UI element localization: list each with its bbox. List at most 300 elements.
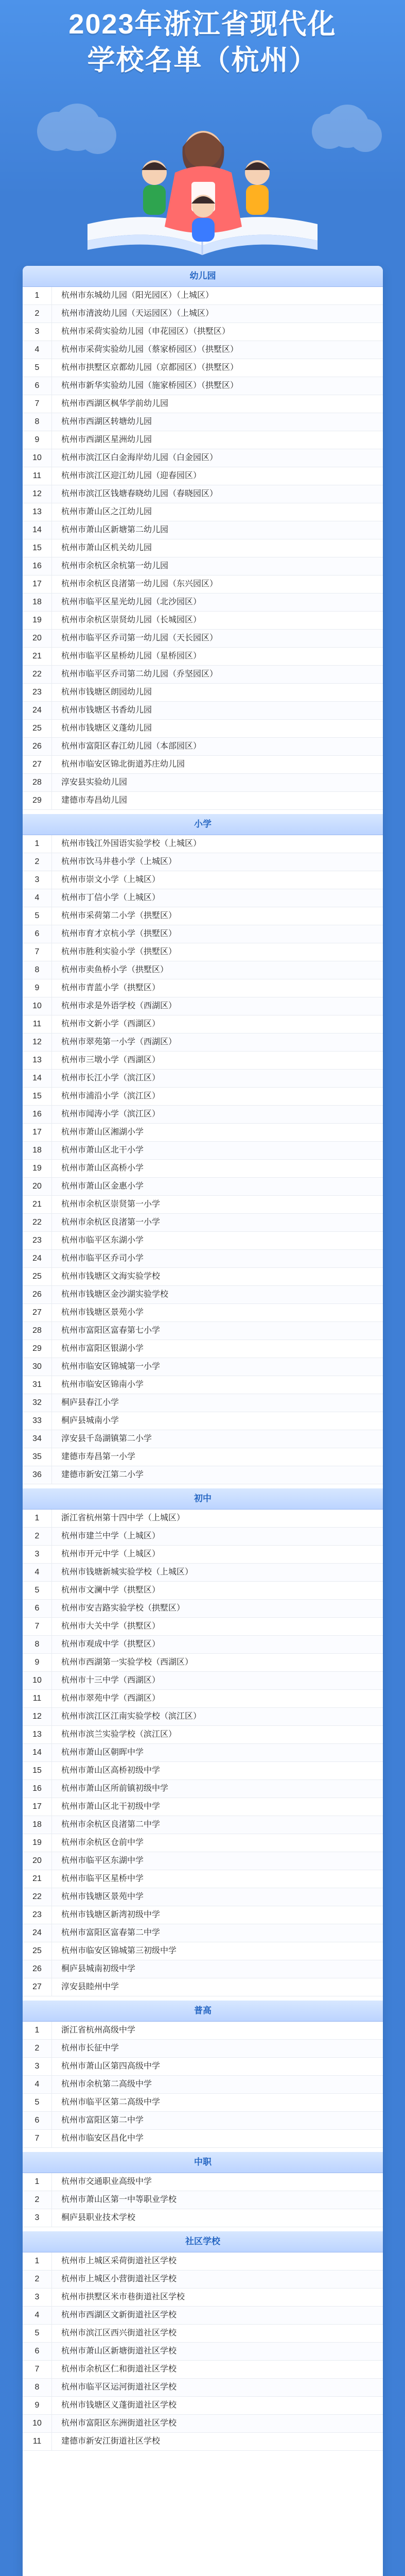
school-name: 杭州市滨兰实验学校（滨江区） [61,1730,177,1739]
row-number: 3 [23,2058,52,2075]
row-number: 14 [23,521,52,539]
row-number: 24 [23,1250,52,1267]
row-number: 5 [23,1582,52,1599]
school-name: 杭州市西湖区转塘幼儿园 [61,417,152,426]
row-number: 3 [23,2289,52,2306]
school-name: 杭州市求是外语学校（西湖区） [61,1002,177,1010]
row-number: 30 [23,1358,52,1376]
row-number: 34 [23,1430,52,1448]
school-row [23,1015,383,1033]
row-number: 6 [23,377,52,395]
school-row [23,1466,383,1484]
school-name: 杭州市萧山区北干小学 [61,1146,144,1155]
school-name: 杭州市崇文小学（上城区） [61,875,161,884]
school-name: 建德市寿昌第一小学 [61,1452,136,1461]
row-number: 33 [23,1412,52,1430]
row-number: 2 [23,2270,52,2288]
school-row [23,1654,383,1672]
row-number: 10 [23,997,52,1015]
school-name: 杭州市钱塘区朗园幼儿园 [61,688,152,697]
school-name: 杭州市富阳区富春第七小学 [61,1326,161,1335]
school-row [23,2433,383,2451]
school-name: 杭州市萧山区高桥初级中学 [61,1766,161,1775]
school-name: 杭州市西湖区文新街道社区学校 [61,2311,177,2319]
school-name: 杭州市萧山区新塘第二幼儿园 [61,526,169,534]
school-row [23,1528,383,1546]
section-header-middle: 初中 [23,1488,383,1510]
row-number: 23 [23,1906,52,1924]
row-number: 18 [23,594,52,611]
school-row [23,648,383,666]
row-number: 27 [23,1304,52,1321]
school-row [23,925,383,943]
row-number: 19 [23,1834,52,1852]
school-row [23,835,383,853]
row-number: 8 [23,413,52,431]
school-row [23,1106,383,1124]
school-row [23,1340,383,1358]
section-list-vocational [23,2173,383,2227]
row-number: 3 [23,871,52,889]
school-name: 杭州市富阳区银湖小学 [61,1344,144,1353]
row-number: 36 [23,1466,52,1484]
school-name: 杭州市浦沿小学（滨江区） [61,1092,161,1100]
row-number: 20 [23,1178,52,1195]
school-row [23,774,383,792]
row-number: 21 [23,648,52,665]
row-number: 25 [23,720,52,737]
row-number: 26 [23,1286,52,1303]
school-row [23,889,383,907]
school-row [23,853,383,871]
school-name: 杭州市卖鱼桥小学（拱墅区） [61,965,169,974]
student-right-icon [244,160,270,215]
row-number: 12 [23,485,52,503]
row-number: 10 [23,1672,52,1689]
school-name: 杭州市文澜中学（拱墅区） [61,1586,161,1595]
school-name: 杭州市钱塘新城实验学校（上城区） [61,1568,193,1577]
school-name: 杭州市钱塘区文海实验学校 [61,1272,161,1281]
school-name: 杭州市临平区第二高级中学 [61,2098,161,2107]
school-name: 杭州市长江小学（滨江区） [61,1074,161,1082]
school-row [23,2343,383,2361]
section-spacer [23,1484,383,1488]
school-row [23,979,383,997]
school-name: 杭州市余杭区良渚第一小学 [61,1218,161,1227]
row-number: 9 [23,979,52,997]
section-spacer [23,2227,383,2231]
school-row [23,1852,383,1870]
school-name: 杭州市临安区锦北街道苏庄幼儿园 [61,760,185,769]
school-row [23,2270,383,2289]
school-row [23,2040,383,2058]
row-number: 18 [23,1816,52,1834]
school-name: 杭州市临平区星光幼儿园（北沙园区） [61,598,202,606]
row-number: 2 [23,1528,52,1545]
row-number: 16 [23,1106,52,1123]
school-name: 杭州市东城幼儿园（阳光园区）（上城区） [61,291,214,300]
school-row [23,961,383,979]
school-row [23,2325,383,2343]
row-number: 5 [23,2094,52,2111]
school-name: 杭州市开元中学（上城区） [61,1550,161,1558]
school-name: 桐庐县城南初级中学 [61,1964,136,1973]
school-row [23,2415,383,2433]
school-name: 杭州市余杭第二高级中学 [61,2080,152,2089]
row-number: 9 [23,431,52,449]
row-number: 1 [23,287,52,304]
school-row [23,1960,383,1978]
school-row [23,575,383,594]
row-number: 1 [23,835,52,853]
row-number: 12 [23,1033,52,1051]
section-header-high: 普高 [23,2001,383,2022]
row-number: 11 [23,2433,52,2450]
school-name: 杭州市拱墅区米市巷街道社区学校 [61,2293,185,2301]
school-name: 杭州市采荷实验幼儿园（申花园区）（拱墅区） [61,327,231,336]
school-name: 杭州市富阳区春江幼儿园（本部园区） [61,742,202,751]
school-row [23,720,383,738]
row-number: 13 [23,1726,52,1743]
school-row [23,1178,383,1196]
school-row [23,1142,383,1160]
section-header-kindergarten: 幼儿园 [23,266,383,287]
school-name: 桐庐县职业技术学校 [61,2213,136,2222]
school-row [23,1250,383,1268]
school-name: 杭州市钱塘区义蓬幼儿园 [61,724,152,733]
page-title [0,6,405,78]
header-banner [0,0,405,278]
row-number: 17 [23,1798,52,1816]
row-number: 7 [23,2361,52,2378]
school-name: 杭州市丁信小学（上城区） [61,893,161,902]
school-row [23,1546,383,1564]
school-name: 杭州市临平区乔司小学 [61,1254,144,1263]
row-number: 28 [23,1322,52,1340]
school-name: 杭州市余杭区崇贤第一小学 [61,1200,161,1209]
section-spacer [23,1996,383,2001]
row-number: 12 [23,1708,52,1725]
row-number: 1 [23,1510,52,1527]
school-row [23,1564,383,1582]
row-number: 19 [23,612,52,629]
row-number: 26 [23,1960,52,1978]
school-row [23,305,383,323]
row-number: 29 [23,1340,52,1358]
row-number: 15 [23,1762,52,1780]
school-name: 浙江省杭州高级中学 [61,2026,136,2035]
school-row [23,612,383,630]
school-row [23,1052,383,1070]
school-row [23,1412,383,1430]
school-row [23,539,383,557]
row-number: 9 [23,1654,52,1671]
school-name: 杭州市安吉路实验学校（拱墅区） [61,1604,185,1613]
school-name: 杭州市萧山区金惠小学 [61,1182,144,1191]
school-name: 杭州市上城区小营街道社区学校 [61,2275,177,2283]
school-row [23,1762,383,1780]
row-number: 22 [23,666,52,683]
row-number: 22 [23,1888,52,1906]
school-name: 桐庐县城南小学 [61,1416,119,1425]
school-name: 杭州市上城区采荷街道社区学校 [61,2257,177,2265]
school-name: 杭州市萧山区高桥小学 [61,1164,144,1173]
school-row [23,1448,383,1466]
school-row [23,2252,383,2270]
school-row [23,907,383,925]
school-row [23,1124,383,1142]
school-row [23,997,383,1015]
row-number: 7 [23,395,52,413]
school-name: 杭州市采荷实验幼儿园（蔡家桥园区）（拱墅区） [61,345,239,354]
teacher-icon [165,131,242,233]
school-name: 杭州市西湖第一实验学校（西湖区） [61,1658,193,1667]
school-name: 杭州市钱塘区景苑小学 [61,1308,144,1317]
row-number: 3 [23,1546,52,1563]
row-number: 21 [23,1870,52,1888]
school-list-card [23,266,383,2576]
section-spacer [23,2148,383,2152]
school-name: 杭州市余杭区良渚第二中学 [61,1820,161,1829]
row-number: 6 [23,925,52,943]
row-number: 21 [23,1196,52,1213]
row-number: 19 [23,1160,52,1177]
school-row [23,377,383,395]
school-name: 杭州市临平区东湖小学 [61,1236,144,1245]
school-row [23,1088,383,1106]
school-row [23,2361,383,2379]
row-number: 10 [23,449,52,467]
school-row [23,449,383,467]
school-row [23,2209,383,2227]
row-number: 22 [23,1214,52,1231]
school-row [23,2289,383,2307]
row-number: 20 [23,630,52,647]
school-row [23,756,383,774]
school-row [23,1232,383,1250]
section-list-kindergarten [23,287,383,810]
row-number: 1 [23,2022,52,2039]
school-name: 杭州市余杭区仁和街道社区学校 [61,2365,177,2374]
school-name: 杭州市交通职业高级中学 [61,2177,152,2186]
school-row [23,2307,383,2325]
school-name: 杭州市富阳区富春第二中学 [61,1928,161,1937]
school-name: 杭州市富阳区第二中学 [61,2116,144,2125]
row-number: 23 [23,684,52,701]
school-row [23,594,383,612]
school-name: 杭州市钱塘区书香幼儿园 [61,706,152,715]
school-row [23,467,383,485]
row-number: 6 [23,2343,52,2360]
school-name: 杭州市萧山区所前镇初级中学 [61,1784,169,1793]
school-row [23,1780,383,1798]
row-number: 11 [23,467,52,485]
row-number: 7 [23,1618,52,1635]
school-name: 杭州市余杭区仓前中学 [61,1838,144,1847]
row-number: 4 [23,2076,52,2093]
school-name: 建德市寿昌幼儿园 [61,796,128,805]
school-row [23,1358,383,1376]
row-number: 8 [23,1636,52,1653]
school-row [23,1618,383,1636]
school-row [23,792,383,810]
row-number: 4 [23,889,52,907]
school-row [23,323,383,341]
school-row [23,1942,383,1960]
row-number: 4 [23,1564,52,1581]
school-name: 建德市新安江第二小学 [61,1470,144,1479]
school-row [23,2058,383,2076]
school-name: 杭州市拱墅区京都幼儿园（京都园区）（拱墅区） [61,363,239,372]
row-number: 14 [23,1070,52,1087]
school-name: 杭州市临安区昌化中学 [61,2134,144,2143]
school-row [23,1798,383,1816]
row-number: 7 [23,943,52,961]
row-number: 25 [23,1268,52,1285]
school-row [23,287,383,305]
school-name: 杭州市采荷第二小学（拱墅区） [61,911,177,920]
school-name: 杭州市富阳区东洲街道社区学校 [61,2419,177,2428]
section-list-middle [23,1510,383,1996]
school-name: 杭州市临平区乔司第二幼儿园（乔坚园区） [61,670,218,679]
row-number: 17 [23,1124,52,1141]
row-number: 15 [23,1088,52,1105]
school-row [23,395,383,413]
row-number: 25 [23,1942,52,1960]
row-number: 24 [23,702,52,719]
row-number: 14 [23,1744,52,1761]
school-name: 杭州市钱塘区景苑中学 [61,1892,144,1901]
school-row [23,684,383,702]
school-row [23,1430,383,1448]
row-number: 2 [23,2040,52,2057]
school-row [23,1834,383,1852]
school-row [23,1726,383,1744]
school-name: 杭州市临平区乔司第一幼儿园（天长园区） [61,634,218,642]
row-number: 13 [23,1052,52,1069]
school-name: 杭州市滨江区迎江幼儿园（迎春园区） [61,471,202,480]
school-name: 杭州市萧山区新塘街道社区学校 [61,2347,177,2355]
school-name: 淳安县睦州中学 [61,1982,119,1991]
school-row [23,1394,383,1412]
row-number: 15 [23,539,52,557]
school-name: 杭州市青蓝小学（拱墅区） [61,984,161,992]
school-name: 杭州市清波幼儿园（天运园区）（上城区） [61,309,214,318]
school-name: 杭州市育才京杭小学（拱墅区） [61,929,177,938]
school-row [23,2379,383,2397]
school-row [23,943,383,961]
school-name: 杭州市萧山区湘湖小学 [61,1128,144,1137]
school-name: 杭州市翠苑中学（西湖区） [61,1694,161,1703]
row-number: 31 [23,1376,52,1394]
row-number: 4 [23,341,52,359]
school-name: 杭州市临平区运河街道社区学校 [61,2383,177,2392]
school-name: 杭州市十三中学（西湖区） [61,1676,161,1685]
school-name: 杭州市滨江区钱塘春晓幼儿园（春晓园区） [61,489,218,498]
row-number: 27 [23,756,52,773]
school-row [23,1906,383,1924]
row-number: 17 [23,575,52,593]
row-number: 2 [23,305,52,323]
school-row [23,2191,383,2209]
school-name: 杭州市钱塘区新湾初级中学 [61,1910,161,1919]
school-row [23,2173,383,2191]
school-row [23,2022,383,2040]
school-name: 杭州市三墩小学（西湖区） [61,1056,161,1064]
row-number: 18 [23,1142,52,1159]
row-number: 8 [23,2379,52,2396]
school-name: 淳安县千岛湖镇第二小学 [61,1434,152,1443]
section-list-primary [23,835,383,1484]
school-name: 杭州市钱塘区金沙湖实验学校 [61,1290,169,1299]
row-number: 7 [23,2130,52,2147]
row-number: 35 [23,1448,52,1466]
school-name: 杭州市萧山区机关幼儿园 [61,544,152,552]
row-number: 2 [23,853,52,871]
row-number: 5 [23,907,52,925]
row-number: 1 [23,2173,52,2191]
row-number: 20 [23,1852,52,1870]
school-row [23,1600,383,1618]
row-number: 32 [23,1394,52,1412]
school-name: 杭州市文新小学（西湖区） [61,1020,161,1028]
page-title-line-1: 2023年浙江省现代化 [68,9,337,40]
school-row [23,341,383,359]
school-row [23,1708,383,1726]
school-name: 杭州市萧山区之江幼儿园 [61,507,152,516]
row-number: 16 [23,1780,52,1798]
school-name: 杭州市闻涛小学（滨江区） [61,1110,161,1118]
school-row [23,1870,383,1888]
school-row [23,1888,383,1906]
school-row [23,413,383,431]
section-spacer [23,810,383,814]
school-name: 杭州市临安区锦南小学 [61,1380,144,1389]
school-name: 杭州市余杭区良渚第一幼儿园（东兴园区） [61,580,218,588]
school-row [23,2076,383,2094]
row-number: 11 [23,1690,52,1707]
school-row [23,1268,383,1286]
section-spacer [23,2451,383,2455]
row-number: 1 [23,2252,52,2270]
section-list-high [23,2022,383,2148]
row-number: 3 [23,323,52,341]
school-name: 杭州市观成中学（拱墅区） [61,1640,161,1649]
school-row [23,2130,383,2148]
school-name: 杭州市大关中学（拱墅区） [61,1622,161,1631]
row-number: 10 [23,2415,52,2432]
row-number: 29 [23,792,52,809]
row-number: 16 [23,557,52,575]
school-name: 杭州市钱江外国语实验学校（上城区） [61,839,202,848]
section-header-community: 社区学校 [23,2231,383,2252]
school-name: 杭州市临安区锦城第一小学 [61,1362,161,1371]
row-number: 4 [23,2307,52,2324]
school-row [23,2094,383,2112]
row-number: 6 [23,2112,52,2129]
school-name: 杭州市西湖区星洲幼儿园 [61,435,152,444]
school-row [23,1160,383,1178]
school-row [23,431,383,449]
school-name: 淳安县实验幼儿园 [61,778,128,787]
school-name: 杭州市胜利实验小学（拱墅区） [61,947,177,956]
school-row [23,1033,383,1052]
section-header-primary: 小学 [23,814,383,835]
teacher-students-illustration [0,95,405,260]
school-row [23,557,383,575]
school-name: 杭州市钱塘区义蓬街道社区学校 [61,2401,177,2410]
school-row [23,359,383,377]
